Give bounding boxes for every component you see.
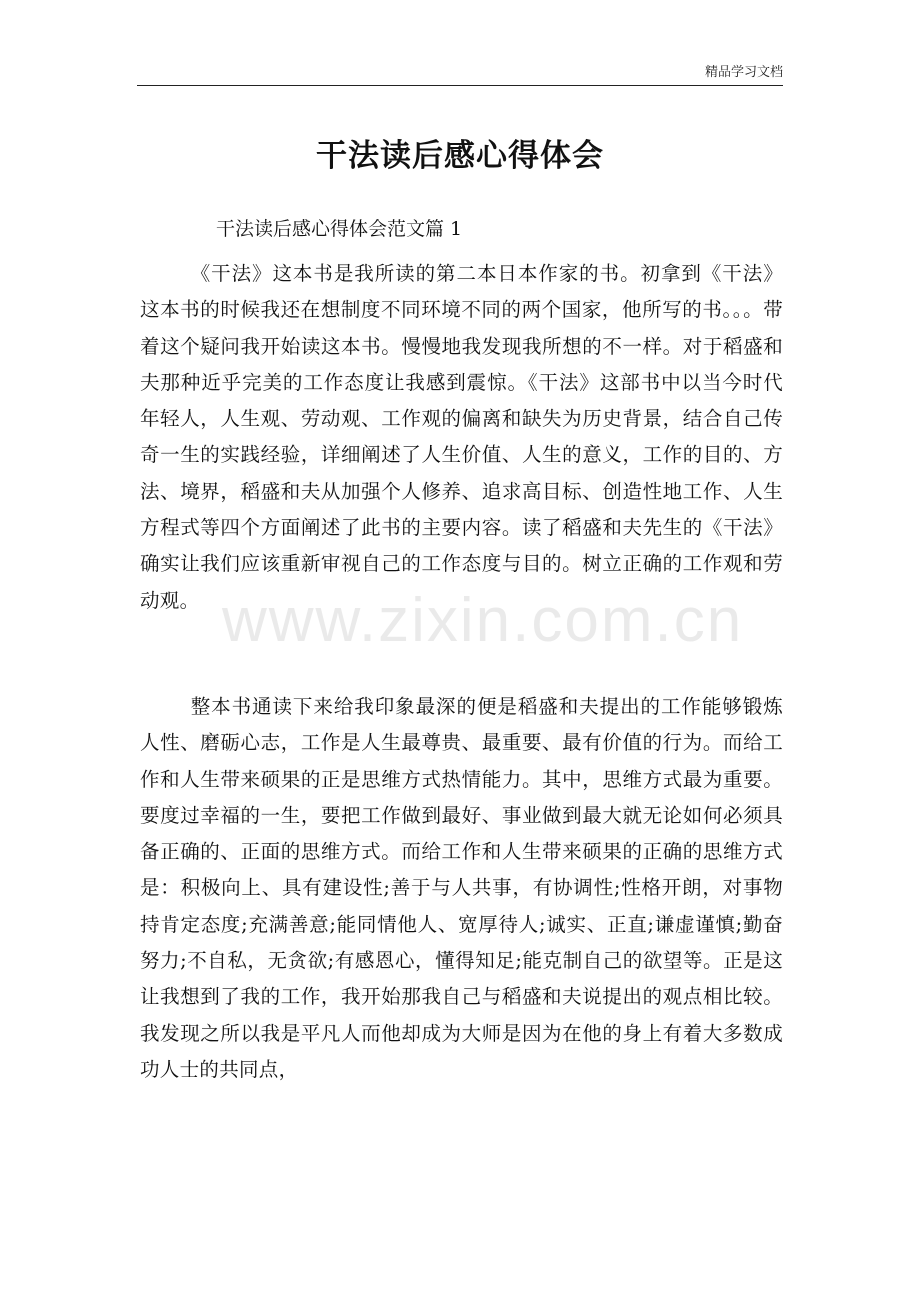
header-divider [137,85,783,86]
paragraph-1: 《干法》这本书是我所读的第二本日本作家的书。初拿到《干法》这本书的时候我还在想制度不同环境不同的两个国家，他所写的书。。。带着这个疑问我开始读这本书。慢慢地我发现我所想的不一样。对于稻盛和夫那种近乎完美的工作态度让我感到震惊。《干法》这部书中以当今时代年轻人，人生观、劳动观、工作观的偏离和缺失为历史背景，结合自己传奇一生的实践经验，详细阐述了人生价值、人生的意义，工作的目的、方法、境界，稻盛和夫从加强个人修养、追求高目标、创造性地工作、人生方程式等四个方面阐述了此书的主要内容。读了稻盛和夫先生的《干法》确实让我们应该重新审视自己的工作态度与目的。树立正确的工作观和劳动观。 [140,262,783,612]
watermark: www.zixin.com.cn [222,586,744,655]
document-title: 干法读后感心得体会 [316,137,604,174]
header-label: 精品学习文档 [704,65,783,80]
section-heading: 干法读后感心得体会范文篇 1 [216,218,463,240]
paragraph-2: 整本书通读下来给我印象最深的便是稻盛和夫提出的工作能够锻炼人性、磨砺心志，工作是人生最尊贵、最重要、最有价值的行为。而给工作和人生带来硕果的正是思维方式热情能力。其中，思维方式最为重要。要度过幸福的一生，要把工作做到最好、事业做到最大就无论如何必须具备正确的、正面的思维方式。而给工作和人生带来硕果的正确的思维方式是：积极向上、具有建设性;善于与人共事，有协调性;性格开朗，对事物持肯定态度;充满善意;能同情他人、宽厚待人;诚实、正直;谦虚谨慎;勤奋努力;不自私，无贪欲;有感恩心，懂得知足;能克制自己的欲望等。正是这让我想到了我的工作，我开始那我自己与稻盛和夫说提出的观点相比较。我发现之所以我是平凡人而他却成为大师是因为在他的身上有着大多数成功人士的共同点， [140,695,783,1081]
